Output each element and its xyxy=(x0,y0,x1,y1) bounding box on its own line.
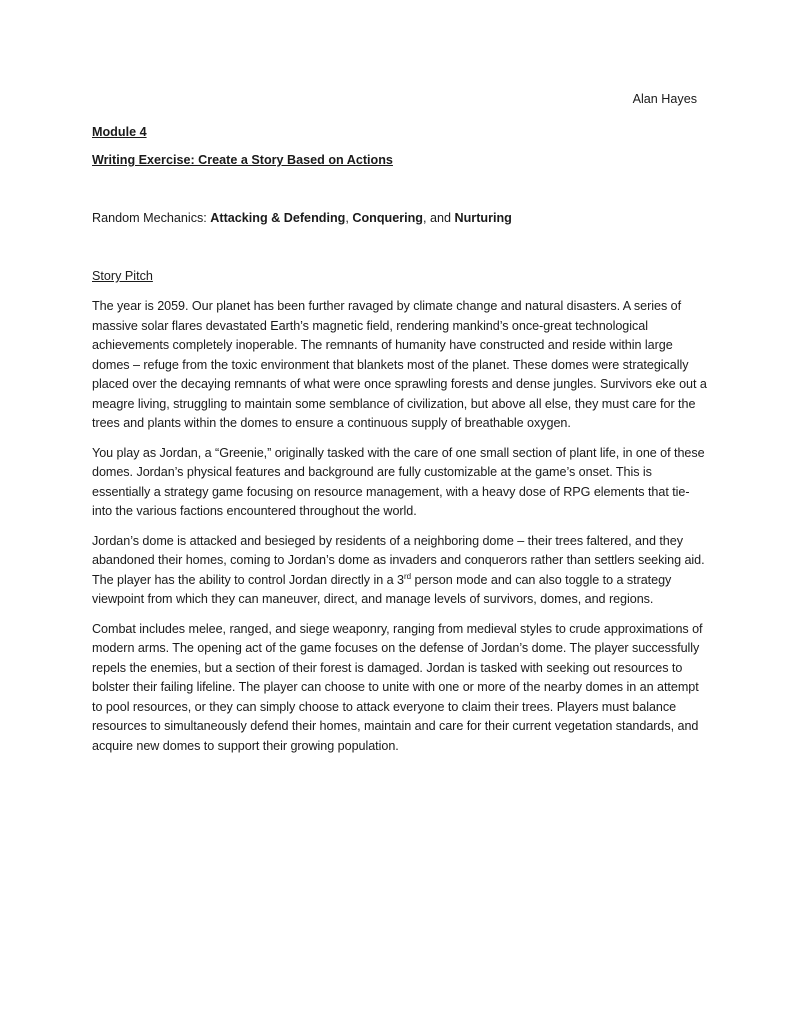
paragraph-conflict xyxy=(92,532,707,610)
module-heading: Module 4 xyxy=(92,125,147,139)
author-name: Alan Hayes xyxy=(632,92,697,106)
paragraph-conflict-part2: person mode and can also toggle to a strategy viewpoint from which they can maneuver, direct, and manage levels of survivors, domes, and regions. xyxy=(92,572,672,606)
mechanics-prefix: Random Mechanics: xyxy=(92,211,211,225)
mechanic-attacking-defending: Attacking & Defending xyxy=(210,211,346,225)
mechanic-nurturing: Nurturing xyxy=(454,211,512,225)
story-body xyxy=(92,297,707,766)
paragraph-combat: Combat includes melee, ranged, and siege weaponry, ranging from medieval styles to crude approximations of modern arms. The opening act of the game focuses on the defense of Jordan’s dome. The player successfully repels the enemies, but a section of their forest is damaged. Jordan is tasked with seeking out resources to bolster their failing lifeline. The player can choose to unite with one or more of the nearby domes in an attempt to pool resources, or they can simply choose to attack everyone to claim their trees. Players must balance resources to simultaneously defend their homes, maintain and care for their current vegetation standards, and acquire new domes to support their growing population. xyxy=(92,621,703,753)
mechanics-separator: , xyxy=(345,211,353,225)
ordinal-superscript: rd xyxy=(404,571,412,581)
story-pitch-heading: Story Pitch xyxy=(92,269,153,283)
random-mechanics-line xyxy=(92,211,512,225)
mechanics-separator: , and xyxy=(423,211,455,225)
exercise-title: Writing Exercise: Create a Story Based on Actions xyxy=(92,153,393,167)
paragraph-conflict-part1: Jordan’s dome is attacked and besieged by residents of a neighboring dome – their trees faltered, and they abandoned their homes, coming to Jordan’s dome as invaders and conquerors rather than settlers seeking aid. The player has the ability to control Jordan directly in a 3 xyxy=(92,533,705,587)
mechanic-conquering: Conquering xyxy=(352,211,423,225)
paragraph-setting: The year is 2059. Our planet has been further ravaged by climate change and natural disasters. A series of massive solar flares devastated Earth’s magnetic field, rendering mankind’s once-great technological achievements completely inoperable. The remnants of humanity have constructed and reside within large domes – refuge from the toxic environment that blankets most of the planet. These domes were strategically placed over the decaying remnants of what were once sprawling forests and dense jungles. Survivors eke out a meagre living, struggling to maintain some semblance of civilization, but above all else, they must care for the trees and plants within the domes to ensure a continuous supply of breathable oxygen. xyxy=(92,299,707,430)
paragraph-protagonist: You play as Jordan, a “Greenie,” originally tasked with the care of one small section of plant life, in one of these domes. Jordan’s physical features and background are fully customizable at the game’s onset. This is essentially a strategy game focusing on resource management, with a heavy dose of RPG elements that tie-into the various factions encountered throughout the world. xyxy=(92,445,705,518)
